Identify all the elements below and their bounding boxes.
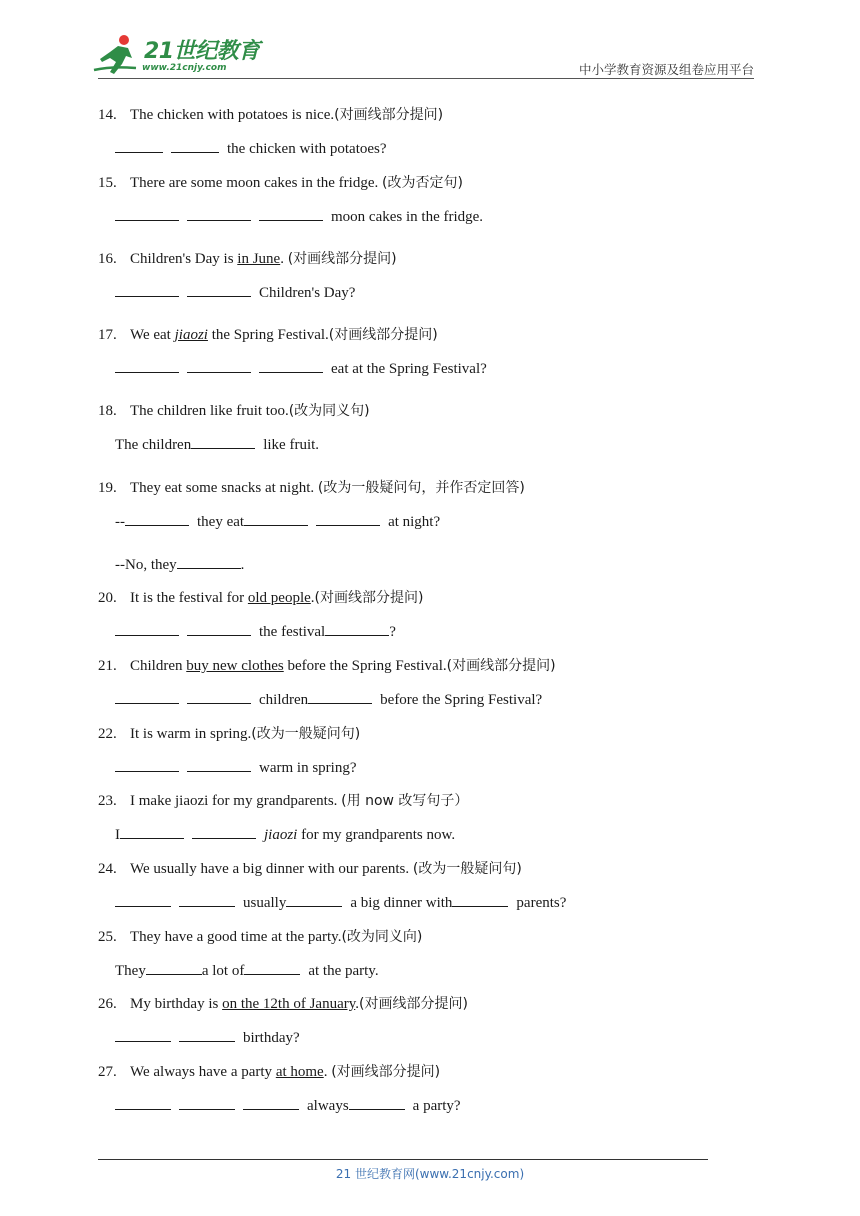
answer-blank[interactable] (286, 892, 342, 907)
answer-line-17: eat at the Spring Festival? (115, 358, 487, 380)
answer-blank[interactable] (115, 138, 163, 153)
question-24: 24. We usually have a big dinner with our parents. (改为一般疑问句) (98, 861, 522, 877)
answer-blank[interactable] (187, 358, 251, 373)
answer-blank[interactable] (243, 1095, 299, 1110)
answer-blank[interactable] (192, 824, 256, 839)
answer-blank[interactable] (259, 206, 323, 221)
answer-blank[interactable] (115, 1027, 171, 1042)
answer-blank[interactable] (179, 1027, 235, 1042)
answer-line-19: -- they eat at night? (115, 511, 440, 533)
question-19: 19. They eat some snacks at night. (改为一般疑问句，并作否定回答) (98, 480, 525, 496)
answer-line-15: moon cakes in the fridge. (115, 206, 483, 228)
question-18: 18. The children like fruit too.(改为同义句) (98, 403, 370, 419)
question-16: 16. Children's Day is in June. (对画线部分提问) (98, 251, 397, 267)
answer-blank[interactable] (115, 206, 179, 221)
answer-blank[interactable] (115, 282, 179, 297)
answer-blank[interactable] (191, 434, 255, 449)
answer-blank[interactable] (187, 621, 251, 636)
answer-blank[interactable] (349, 1095, 405, 1110)
answer-line-19-reply: --No, they . (115, 554, 244, 576)
answer-line-20: the festival ? (115, 621, 396, 643)
answer-line-24: usually a big dinner with parents? (115, 892, 566, 914)
answer-blank[interactable] (452, 892, 508, 907)
answer-line-16: Children's Day? (115, 282, 355, 304)
question-25: 25. They have a good time at the party.(改为同义向) (98, 929, 423, 945)
answer-blank[interactable] (316, 511, 380, 526)
answer-blank[interactable] (325, 621, 389, 636)
answer-blank[interactable] (115, 689, 179, 704)
runner-logo-icon (92, 34, 144, 76)
question-23: 23. I make jiaozi for my grandparents. (用 now 改写句子） (98, 793, 469, 809)
answer-blank[interactable] (115, 358, 179, 373)
footer-link[interactable]: 21 世纪教育网(www.21cnjy.com) (335, 1167, 525, 1181)
answer-blank[interactable] (259, 358, 323, 373)
header-divider (98, 78, 754, 79)
answer-blank[interactable] (244, 511, 308, 526)
answer-blank[interactable] (125, 511, 189, 526)
answer-blank[interactable] (187, 757, 251, 772)
question-22: 22. It is warm in spring.(改为一般疑问句) (98, 726, 361, 742)
answer-blank[interactable] (179, 1095, 235, 1110)
answer-blank[interactable] (187, 689, 251, 704)
answer-blank[interactable] (187, 206, 251, 221)
question-21: 21. Children buy new clothes before the Spring Festival.(对画线部分提问) (98, 658, 556, 674)
answer-line-14: the chicken with potatoes? (115, 138, 387, 160)
question-26: 26. My birthday is on the 12th of January.(对画线部分提问) (98, 996, 468, 1012)
question-14: 14. The chicken with potatoes is nice.(对画线部分提问) (98, 107, 444, 123)
question-17: 17. We eat jiaozi the Spring Festival.(对画线部分提问) (98, 327, 438, 343)
site-logo[interactable] (92, 34, 262, 80)
answer-blank[interactable] (146, 960, 202, 975)
answer-line-22: warm in spring? (115, 757, 356, 779)
answer-blank[interactable] (308, 689, 372, 704)
answer-blank[interactable] (187, 282, 251, 297)
logo-url: www.21cnjy.com (142, 63, 227, 73)
logo-title: 21世纪教育 (144, 39, 260, 64)
answer-line-27: always a party? (115, 1095, 461, 1117)
answer-line-26: birthday? (115, 1027, 300, 1049)
question-15: 15. There are some moon cakes in the fridge. (改为否定句) (98, 175, 463, 191)
answer-blank[interactable] (244, 960, 300, 975)
footer-divider (98, 1159, 708, 1160)
answer-blank[interactable] (115, 621, 179, 636)
answer-blank[interactable] (115, 757, 179, 772)
page-header (0, 0, 860, 90)
question-20: 20. It is the festival for old people.(对画线部分提问) (98, 590, 424, 606)
question-27: 27. We always have a party at home. (对画线部分提问) (98, 1064, 441, 1080)
answer-blank[interactable] (179, 892, 235, 907)
answer-line-23: I jiaozi for my grandparents now. (115, 824, 455, 846)
answer-line-25: They a lot of at the party. (115, 960, 379, 982)
answer-line-18: The children like fruit. (115, 434, 319, 456)
answer-blank[interactable] (177, 554, 241, 569)
answer-line-21: children before the Spring Festival? (115, 689, 542, 711)
answer-blank[interactable] (120, 824, 184, 839)
answer-blank[interactable] (171, 138, 219, 153)
answer-blank[interactable] (115, 892, 171, 907)
header-platform-text: 中小学教育资源及组卷应用平台 (578, 62, 754, 77)
answer-blank[interactable] (115, 1095, 171, 1110)
